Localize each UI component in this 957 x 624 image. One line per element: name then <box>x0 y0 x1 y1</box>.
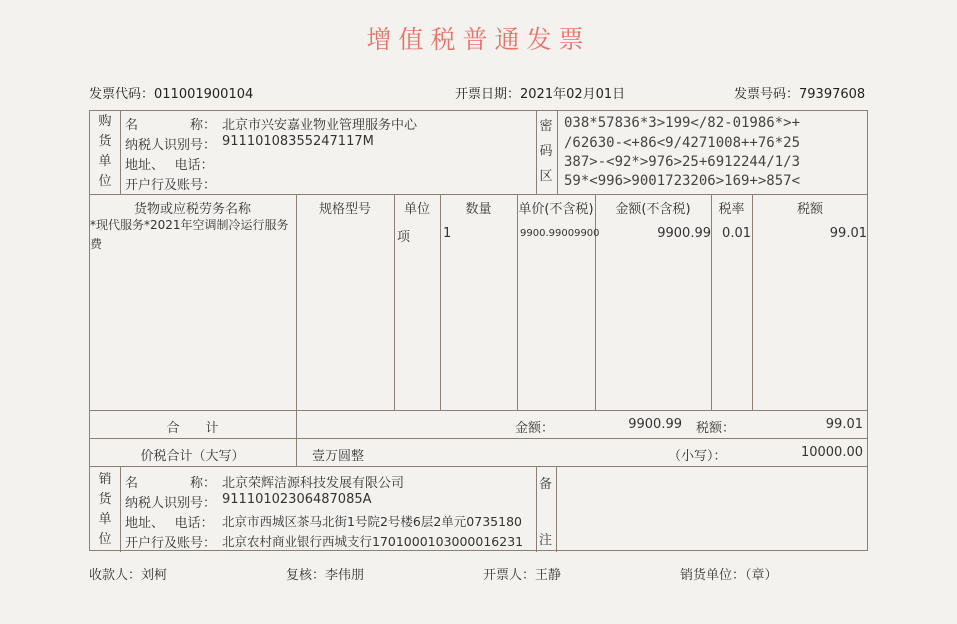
reviewer-value: 李伟朋 <box>325 568 365 583</box>
seller-stamp: （章） <box>745 568 778 583</box>
seller-section-label: 销 货 单 位 <box>98 472 112 547</box>
issuer-value: 王静 <box>535 568 562 583</box>
remarks-label-top: 备 <box>539 477 553 492</box>
total-amount: 9900.99 <box>628 417 682 432</box>
header-unit: 单位 <box>403 202 430 217</box>
col-price-amount <box>595 194 596 410</box>
total-amount-label: 金额： <box>515 421 555 436</box>
invoice-date-value: 2021年02月01日 <box>520 87 626 102</box>
cipher-section-label: 密 码 区 <box>539 119 553 184</box>
remarks-label-bottom: 注 <box>539 533 553 548</box>
divider-grand-seller <box>90 466 867 467</box>
divider-total-grand <box>90 438 867 439</box>
col-spec-unit <box>394 194 395 410</box>
invoice-date <box>455 83 625 102</box>
header-tax: 税额 <box>796 202 823 217</box>
reviewer-label: 复核： <box>286 568 326 583</box>
footer-seller <box>680 564 778 583</box>
buyer-label-divider <box>120 111 121 194</box>
buyer-bank-label: 开户行及账号： <box>125 178 217 193</box>
total-label: 合 计 <box>166 421 219 436</box>
invoice-code-value: 011001900104 <box>154 87 254 102</box>
invoice-number-label: 发票号码： <box>734 87 800 102</box>
seller-unit-label: 销货单位： <box>680 568 746 583</box>
item-tax: 99.01 <box>829 226 867 241</box>
buyer-section-label: 购 货 单 位 <box>98 114 112 189</box>
footer-reviewer <box>286 564 364 583</box>
total-tax-label: 税额： <box>696 421 736 436</box>
seller-bank: 北京农村商业银行西城支行1701000103000016231 <box>222 534 524 549</box>
col-qty-price <box>517 194 518 410</box>
payee-label: 收款人： <box>89 568 142 583</box>
cipher-line-3: 387>-<92*>976>25+6912244/1/3 <box>564 154 801 170</box>
divider-buyer-items <box>90 194 867 195</box>
item-name-line-2: 费 <box>90 237 103 251</box>
invoice-number <box>734 83 865 102</box>
payee-value: 刘柯 <box>141 568 168 583</box>
seller-bank-label: 开户行及账号： <box>125 536 217 551</box>
item-qty: 1 <box>443 226 452 241</box>
header-price: 单价(不含税) <box>518 202 594 217</box>
remark-label-divider <box>556 466 557 552</box>
item-amount: 9900.99 <box>657 226 711 241</box>
buyer-address-label: 地址、 电话： <box>125 158 214 173</box>
invoice-title: 增值税普通发票 <box>366 25 591 54</box>
buyer-name: 北京市兴安嘉业物业管理服务中心 <box>222 118 418 133</box>
invoice-number-value: 79397608 <box>799 87 866 102</box>
seller-remark-divider <box>536 466 537 552</box>
header-spec: 规格型号 <box>318 202 371 217</box>
seller-address: 北京市西城区茶马北街1号院2号楼6层2单元0735180 <box>222 514 522 529</box>
issuer-label: 开票人： <box>483 568 536 583</box>
item-price: 9900.99009900 <box>520 228 600 239</box>
buyer-name-label: 名 称： <box>125 118 217 133</box>
header-name: 货物或应税劳务名称 <box>133 202 251 217</box>
buyer-cipher-divider <box>536 111 537 194</box>
invoice-code <box>89 83 253 102</box>
buyer-tax-id-label: 纳税人识别号： <box>125 138 217 153</box>
col-name-spec <box>296 194 297 466</box>
seller-label-divider <box>120 466 121 552</box>
item-rate: 0.01 <box>722 226 751 241</box>
footer-issuer <box>483 564 561 583</box>
header-amount: 金额(不含税) <box>615 202 691 217</box>
cipher-line-4: 59*<996>9001723206>169+>857< <box>564 173 801 189</box>
col-unit-qty <box>440 194 441 410</box>
header-qty: 数量 <box>465 202 492 217</box>
invoice-date-label: 开票日期： <box>455 87 521 102</box>
cipher-line-2: /62630-<+86<9/4271008++76*25 <box>564 135 801 151</box>
item-name-line-1: *现代服务*2021年空调制冷运行服务 <box>90 218 289 232</box>
total-tax: 99.01 <box>825 417 863 432</box>
item-unit: 项 <box>397 230 411 245</box>
seller-name-label: 名 称： <box>125 476 217 491</box>
grand-total-label: 价税合计（大写） <box>140 449 245 464</box>
grand-total-figure: 10000.00 <box>800 445 863 460</box>
seller-address-label: 地址、 电话： <box>125 516 214 531</box>
seller-tax-id-label: 纳税人识别号： <box>125 496 217 511</box>
invoice-code-label: 发票代码： <box>89 87 155 102</box>
footer-payee <box>89 564 167 583</box>
seller-name: 北京荣辉洁源科技发展有限公司 <box>222 476 405 491</box>
grand-total-small-label: （小写）： <box>668 449 727 464</box>
seller-tax-id: 91110102306487085A <box>222 492 372 507</box>
divider-items-total <box>90 410 867 411</box>
cipher-line-1: 038*57836*3>199</82-01986*>+ <box>564 115 801 131</box>
grand-total-words: 壹万圆整 <box>312 449 365 464</box>
cipher-label-divider <box>557 111 558 194</box>
header-rate: 税率 <box>718 202 745 217</box>
buyer-tax-id: 91110108355247117M <box>222 134 374 149</box>
